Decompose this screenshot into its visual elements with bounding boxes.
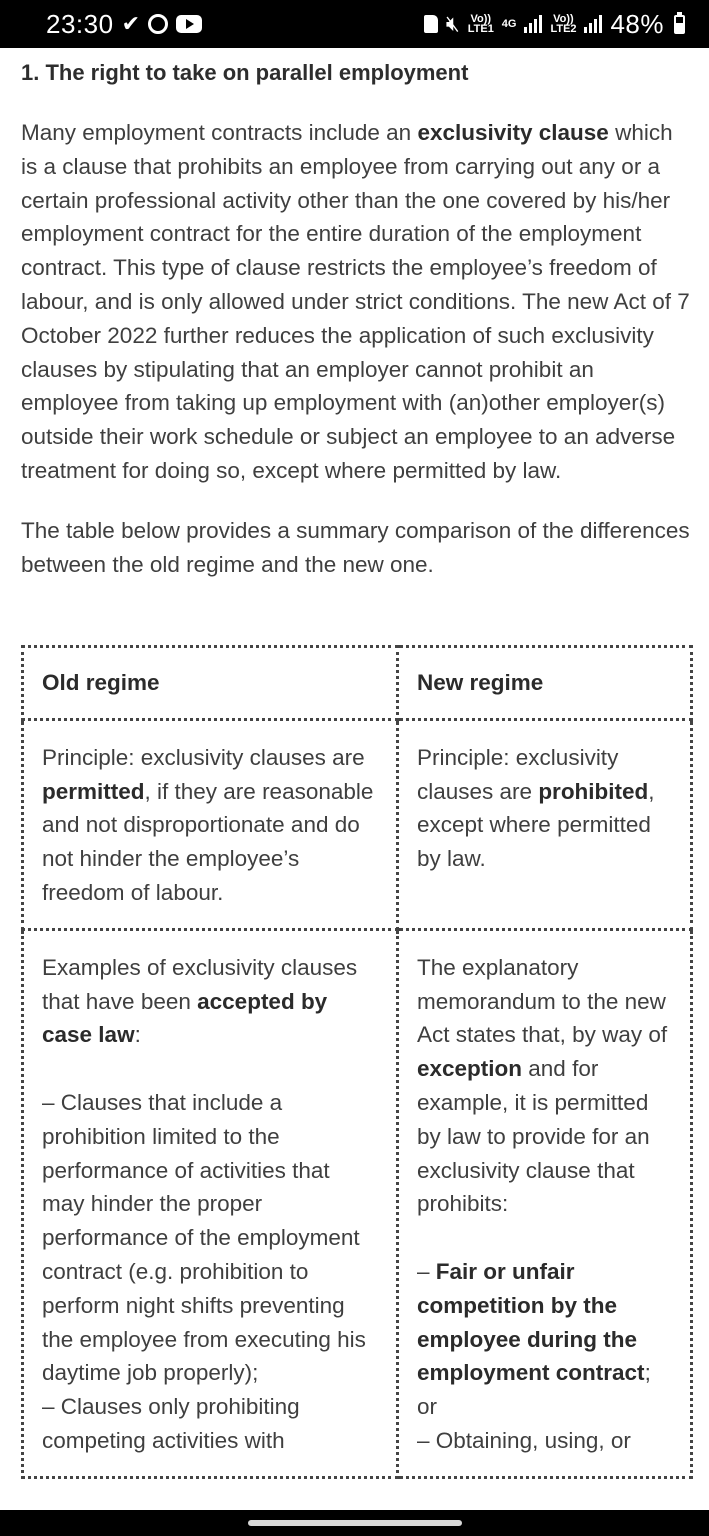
sim-icon xyxy=(424,15,438,33)
para1-text-rest: which is a clause that prohibits an employee from carrying out any or a certain professional activity other than the one covered by his/her employment contract for the entire duration of the employment contract. This type of clause restricts the employee’s freedom of labour, and is only allowed under strict conditions. The new Act of 7 October 2022 further reduces the application of such exclusivity clauses by stipulating that an employer cannot prohibit an employee from taking up employment with (an)other employer(s) outside their work schedule or subject an employee to an adverse treatment for doing so, except where permitted by law. xyxy=(21,120,690,483)
status-time: 23:30 xyxy=(46,8,114,39)
text: – xyxy=(417,1258,436,1284)
youtube-icon xyxy=(176,15,202,33)
bold-term: Fair or unfair competition by the employee during the employment contract xyxy=(417,1258,645,1386)
text: , if they are reasonable and not disproportionate and do not hinder the employee’s freedom of labour. xyxy=(42,778,374,905)
example-item: – Clauses that include a prohibition limited to the performance of activities that may hinder the proper performance of the employment contract (e.g. prohibition to perform night shifts preventing the employee from executing his daytime job properly); xyxy=(42,1089,366,1386)
text: Principle: exclusivity clauses are xyxy=(42,744,365,770)
battery-icon xyxy=(674,15,685,34)
intro-paragraph xyxy=(21,116,691,488)
section-heading: 1. The right to take on parallel employment xyxy=(21,60,469,85)
spacer xyxy=(417,1221,672,1255)
exception-item xyxy=(417,1255,672,1424)
table-row xyxy=(23,929,692,1477)
text: : xyxy=(134,1022,141,1048)
text: Principle: exclusivity clauses are xyxy=(417,744,619,804)
bold-term: prohibited xyxy=(538,778,649,804)
cell-old-examples xyxy=(23,929,398,1477)
exception-item: – Obtaining, using, or xyxy=(417,1427,631,1453)
mute-icon: 🔇︎ xyxy=(445,11,460,36)
ring-icon xyxy=(148,14,168,34)
spacer xyxy=(42,1052,378,1086)
examples-intro xyxy=(42,951,378,1052)
text: , except where permitted by law. xyxy=(417,778,655,872)
table-intro-paragraph: The table below provides a summary comparison of the differences between the old regime and the new one. xyxy=(21,517,690,577)
text: The explanatory memorandum to the new Act states that, by way of xyxy=(417,954,668,1048)
signal-icon-2 xyxy=(584,15,602,33)
example-item: – Clauses only prohibiting competing activities with xyxy=(42,1394,300,1453)
para1-bold-term: exclusivity clause xyxy=(417,120,609,145)
text: and for example, it is permitted by law to provide for an exclusivity clause that prohibits: xyxy=(417,1056,650,1217)
bold-term: permitted xyxy=(42,778,145,804)
battery-percent: 48% xyxy=(610,8,664,39)
para1-text-start: Many employment contracts include an xyxy=(21,120,418,145)
cell-new-principle xyxy=(398,719,692,929)
navigation-bar xyxy=(0,1510,709,1536)
status-left xyxy=(46,9,202,40)
status-right xyxy=(424,9,685,40)
signal-icon xyxy=(524,15,542,33)
cell-new-exceptions xyxy=(398,929,692,1477)
network-label: 4G xyxy=(501,18,517,30)
status-bar xyxy=(0,0,709,48)
comparison-table xyxy=(21,645,693,1479)
bold-term: accepted by case law xyxy=(42,988,328,1048)
bold-term: exception xyxy=(417,1056,523,1082)
exceptions-intro xyxy=(417,951,672,1221)
home-gesture-handle[interactable] xyxy=(248,1520,462,1526)
check-icon: ✔ xyxy=(121,11,141,36)
header-new-regime: New regime xyxy=(398,647,692,720)
table-header-row xyxy=(23,647,692,720)
volte1-label: Vo)) LTE1 xyxy=(467,13,494,35)
header-old-regime: Old regime xyxy=(23,647,398,720)
cell-old-principle xyxy=(23,719,398,929)
text: ; or xyxy=(417,1360,651,1420)
text: Examples of exclusivity clauses that have been xyxy=(42,954,358,1014)
volte2-label: Vo)) LTE2 xyxy=(550,13,577,35)
table-row xyxy=(23,719,692,929)
article-content xyxy=(21,48,691,581)
